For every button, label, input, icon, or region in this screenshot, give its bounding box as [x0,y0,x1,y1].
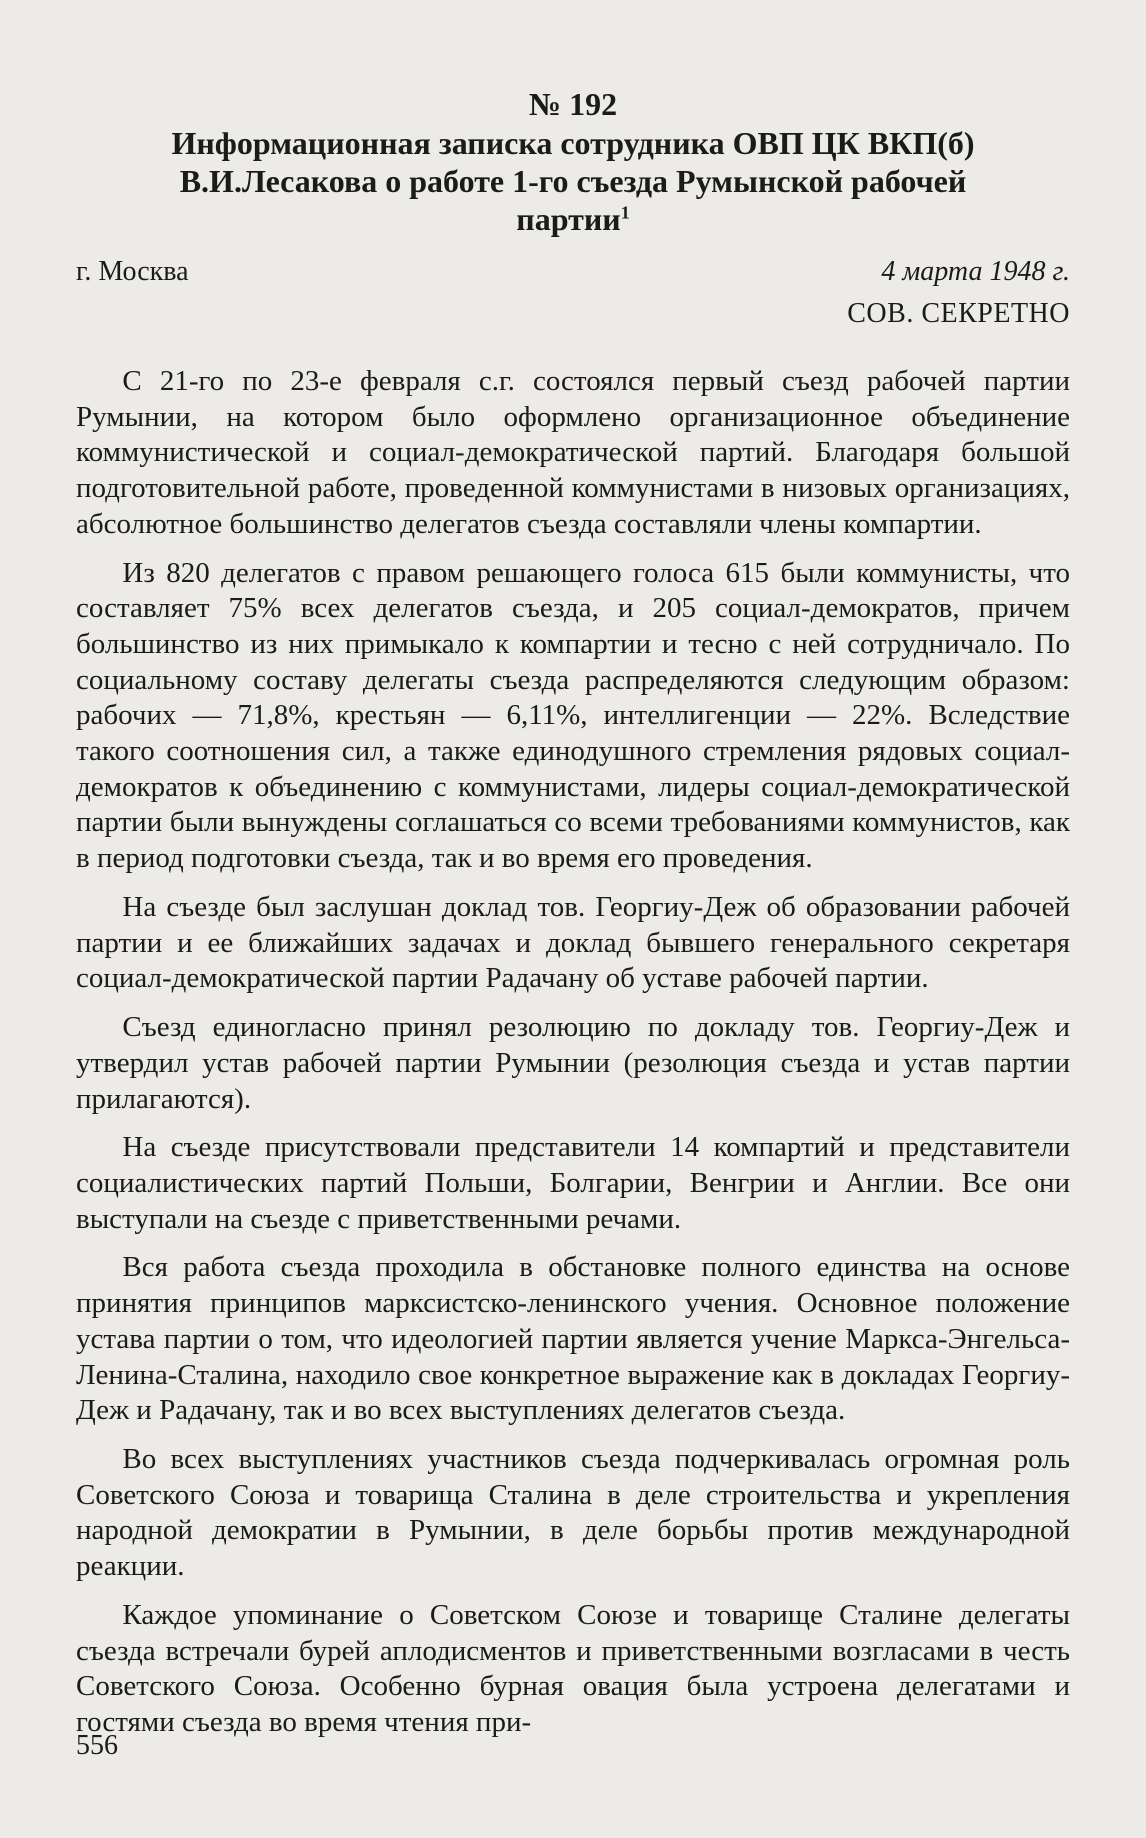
footnote-mark: 1 [620,202,630,223]
classification-stamp: СОВ. СЕКРЕТНО [847,298,1070,329]
document-number: № 192 [528,86,618,122]
paragraph: Каждое упоминание о Советском Союзе и товарище Сталине делегаты съезда встречали бурей аплодисментов и приветственными возгласами в честь Советского Союза. Особенно бурная овация была устроена делегатами и гостями съезда во время чтения при- [76,1598,1070,1738]
title-line-1: Информационная записка сотрудника ОВП ЦК ВКП(б) [171,125,975,161]
place: г. Москва [76,256,189,287]
place-date-line [76,256,1070,290]
document-body [76,364,1070,1754]
title-line-3 [90,200,1056,238]
title-line-2: В.И.Лесакова о работе 1-го съезда Румынской рабочей [179,163,967,199]
paragraph: На съезде был заслушан доклад тов. Георгиу-Деж об образовании рабочей партии и ее ближайших задачах и доклад бывшего генерального секретаря социал-демократической партии Радачану об уставе рабочей партии. [76,890,1070,995]
paragraph: С 21-го по 23-е февраля с.г. состоялся первый съезд рабочей партии Румынии, на котором было оформлено организационное объединение коммунистической и социал-демократической партий. Благодаря большой подготовительной работе, проведенной коммунистами в низовых организациях, абсолютное большинство делегатов съезда составляли члены компартии. [76,365,1070,540]
paragraph: На съезде присутствовали представители 14 компартий и представители социалистических партий Польши, Болгарии, Венгрии и Англии. Все они выступали на съезде с приветственными речами. [76,1131,1070,1235]
title-line-3-text: партии [516,201,621,237]
document-title [90,124,1056,238]
paragraph: Из 820 делегатов с правом решающего голоса 615 были коммунисты, что составляет 75% всех делегатов съезда, и 205 социал-демократов, причем большинство из них примыкало к компартии и тесно с ней сотрудничало. По социальному составу делегаты съезда распределяются следующим образом: рабочих — 71,8%, крестьян — 6,11%, интеллигенции — 22%. Вследствие такого соотношения сил, а также единодушного стремления рядовых социал-демократов к объединению с коммунистами, лидеры социал-демократической партии были вынуждены соглашаться со всеми требованиями коммунистов, как в период подготовки съезда, так и во время его проведения. [76,556,1070,875]
date: 4 марта 1948 г. [881,256,1070,287]
page-number: 556 [76,1730,118,1761]
paragraph: Во всех выступлениях участников съезда подчеркивалась огромная роль Советского Союза и товарища Сталина в деле строительства и укрепления народной демократии в Румынии, в деле борьбы против международной реакции. [76,1442,1070,1583]
paragraph: Вся работа съезда проходила в обстановке полного единства на основе принятия принципов марксистско-ленинского учения. Основное положение устава партии о том, что идеологией партии является учение Маркса-Энгельса-Ленина-Сталина, находило свое конкретное выражение как в докладах Георгиу-Деж и Радачану, так и во всех выступлениях делегатов съезда. [76,1251,1070,1427]
paragraph: Съезд единогласно принял резолюцию по докладу тов. Георгиу-Деж и утвердил устав рабочей партии Румынии (резолюция съезда и устав партии прилагаются). [76,1011,1070,1115]
